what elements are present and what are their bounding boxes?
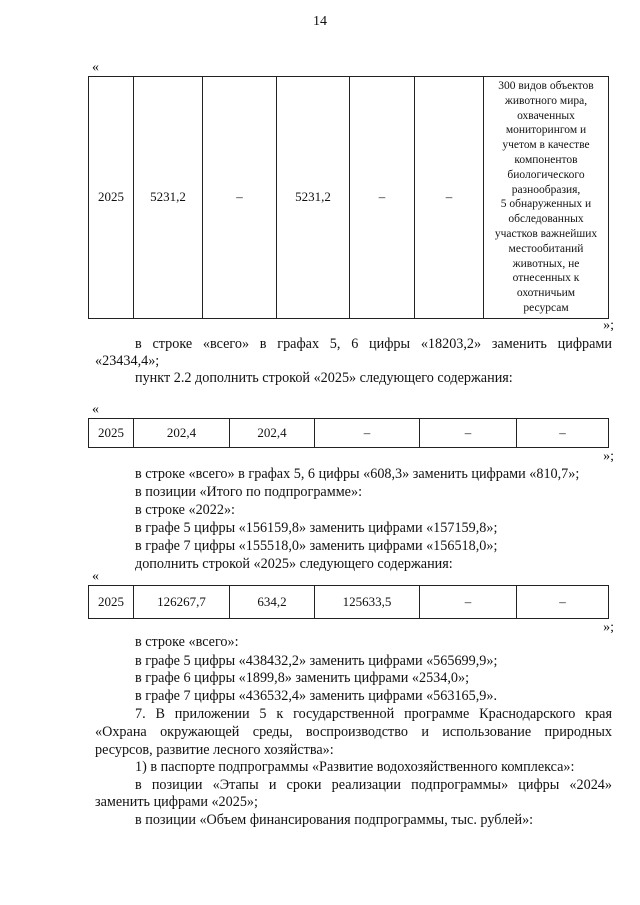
cell: – [517, 419, 609, 448]
paragraph: в строке «всего» в графах 5, 6 цифры «18203,2» заменить цифрами [135, 336, 612, 352]
cell: – [420, 419, 517, 448]
table-1 [88, 76, 609, 319]
paragraph: ресурсов, развитие лесного хозяйства»: [95, 742, 334, 758]
cell: – [350, 77, 415, 319]
cell: – [315, 419, 420, 448]
paragraph: в графе 6 цифры «1899,8» заменить цифрами «2534,0»; [135, 670, 470, 686]
cell: – [415, 77, 484, 319]
cell-year: 2025 [89, 77, 134, 319]
paragraph: 1) в паспорте подпрограммы «Развитие водохозяйственного комплекса»: [135, 759, 575, 775]
cell: 125633,5 [315, 586, 420, 619]
cell: 126267,7 [134, 586, 230, 619]
open-quote: « [92, 402, 99, 417]
paragraph: пункт 2.2 дополнить строкой «2025» следующего содержания: [135, 370, 513, 386]
paragraph: дополнить строкой «2025» следующего содержания: [135, 556, 453, 572]
cell: – [203, 77, 277, 319]
paragraph: 7. В приложении 5 к государственной программе Краснодарского края [135, 706, 612, 722]
paragraph: в графе 7 цифры «436532,4» заменить цифрами «563165,9». [135, 688, 498, 704]
open-quote: « [92, 60, 99, 75]
paragraph: в строке «2022»: [135, 502, 235, 518]
cell-year: 2025 [89, 586, 134, 619]
indicator-line: отнесенных к [512, 272, 580, 285]
indicator-line: охотничьим [516, 287, 576, 300]
table-3 [88, 585, 609, 619]
paragraph: заменить цифрами «2025»; [95, 794, 258, 810]
paragraph: «Охрана окружающей среды, воспроизводство и использование природных [95, 724, 612, 740]
indicator-line: участков важнейших [494, 227, 598, 240]
cell: – [517, 586, 609, 619]
indicator-line: 5 обнаруженных и [500, 198, 592, 211]
indicator-line: 300 видов объектов [498, 80, 594, 92]
indicator-line: биологического [507, 168, 585, 181]
cell: – [420, 586, 517, 619]
table-row [89, 419, 609, 448]
open-quote: « [92, 569, 99, 584]
table-row [89, 586, 609, 619]
indicator-line: компонентов [514, 153, 578, 166]
cell-indicator [484, 77, 609, 319]
indicator-line: разнообразия, [511, 183, 581, 196]
paragraph: в позиции «Итого по подпрограмме»: [135, 484, 363, 500]
indicator-line: учетом в качестве [502, 139, 590, 152]
cell-year: 2025 [89, 419, 134, 448]
cell: 634,2 [230, 586, 315, 619]
paragraph: в графе 5 цифры «438432,2» заменить цифрами «565699,9»; [135, 653, 498, 669]
indicator-line: местообитаний [508, 242, 584, 255]
paragraph: в позиции «Этапы и сроки реализации подпрограммы» цифры «2024» [135, 777, 612, 793]
indicator-line: обследованных [508, 213, 584, 226]
indicator-line: мониторингом и [505, 124, 587, 137]
cell: 202,4 [134, 419, 230, 448]
close-quote: »; [603, 318, 614, 333]
indicator-line: охваченных [517, 109, 575, 122]
paragraph: «23434,4»; [95, 353, 160, 369]
indicator-line: ресурсам [523, 301, 569, 314]
cell: 5231,2 [277, 77, 350, 319]
paragraph: в графе 7 цифры «155518,0» заменить цифрами «156518,0»; [135, 538, 498, 554]
close-quote: »; [603, 449, 614, 464]
paragraph: в строке «всего» в графах 5, 6 цифры «608,3» заменить цифрами «810,7»; [135, 466, 580, 482]
indicator-line: животного мира, [504, 94, 588, 107]
paragraph: в графе 5 цифры «156159,8» заменить цифрами «157159,8»; [135, 520, 498, 536]
cell: 5231,2 [134, 77, 203, 319]
indicator-line: животных, не [512, 257, 580, 270]
close-quote: »; [603, 620, 614, 635]
cell: 202,4 [230, 419, 315, 448]
page-number: 14 [313, 14, 327, 29]
table-row [89, 77, 609, 319]
paragraph: в строке «всего»: [135, 634, 239, 650]
paragraph: в позиции «Объем финансирования подпрограммы, тыс. рублей»: [135, 812, 534, 828]
table-2 [88, 418, 609, 448]
